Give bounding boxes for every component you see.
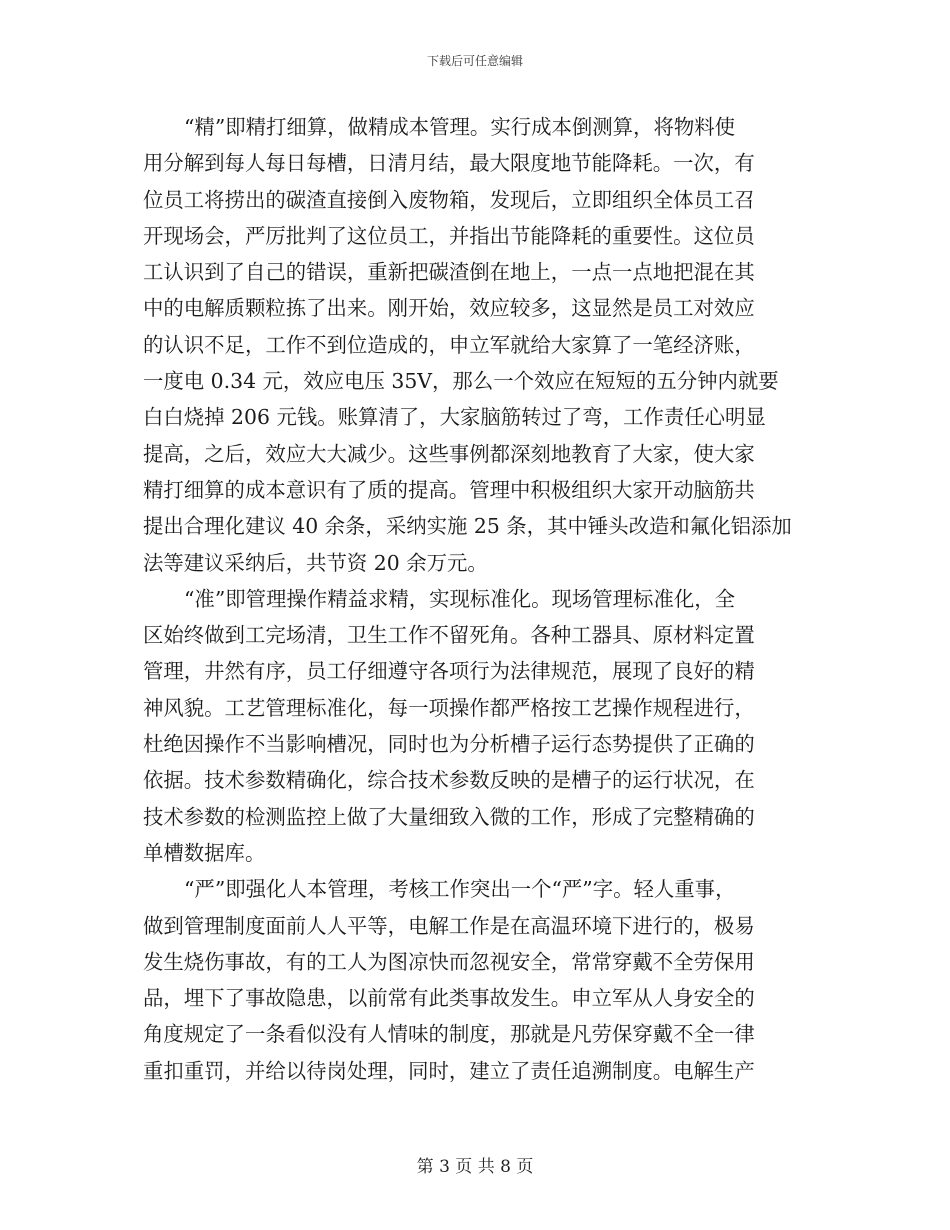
text-line: 依据。技术参数精确化，综合技术参数反映的是槽子的运行状况，在 xyxy=(143,768,755,793)
text-line: 位员工将捞出的碳渣直接倒入废物箱，发现后，立即组织全体员工召 xyxy=(143,187,755,212)
text-line: 杜绝因操作不当影响槽况，同时也为分析槽子运行态势提供了正确的 xyxy=(143,732,755,757)
text-line: 神风貌。工艺管理标准化，每一项操作都严格按工艺操作规程进行， xyxy=(143,695,755,720)
text-line: “准”即管理操作精益求精，实现标准化。现场管理标准化，全 xyxy=(184,586,736,611)
text-line: 法等建议采纳后，共节资 20 余万元。 xyxy=(143,550,488,575)
page-header: 下载后可任意编辑 xyxy=(426,54,523,68)
text-line: 品，埋下了事故隐患，以前常有此类事故发生。申立军从人身安全的 xyxy=(143,986,755,1011)
text-line: 区始终做到工完场清，卫生工作不留死角。各种工器具、原材料定置 xyxy=(143,623,755,648)
text-line: 开现场会，严厉批判了这位员工，并指出节能降耗的重要性。这位员 xyxy=(143,223,755,248)
text-line: “精”即精打细算，做精成本管理。实行成本倒测算，将物料使 xyxy=(184,115,736,139)
text-line: 精打细算的成本意识有了质的提高。管理中积极组织大家开动脑筋共 xyxy=(143,477,755,502)
text-line: 白白烧掉 206 元钱。账算清了，大家脑筋转过了弯，工作责任心明显 xyxy=(143,405,766,430)
document-body xyxy=(143,109,813,1089)
text-line: 技术参数的检测监控上做了大量细致入微的工作，形成了完整精确的 xyxy=(143,804,755,829)
text-line: 用分解到每人每日每槽，日清月结，最大限度地节能降耗。一次，有 xyxy=(143,151,755,176)
text-line: 管理，井然有序，员工仔细遵守各项行为法律规范，展现了良好的精 xyxy=(143,659,755,684)
text-line: 一度电 0.34 元，效应电压 35V，那么一个效应在短短的五分钟内就要 xyxy=(143,369,779,394)
text-line: 角度规定了一条看似没有人情味的制度，那就是凡劳保穿戴不全一律 xyxy=(143,1022,755,1047)
paragraph-yan xyxy=(143,871,813,1089)
paragraph-zhun xyxy=(143,581,813,871)
text-line: 重扣重罚，并给以待岗处理，同时，建立了责任追溯制度。电解生产 xyxy=(143,1058,755,1083)
text-line: 工认识到了自己的错误，重新把碳渣倒在地上，一点一点地把混在其 xyxy=(143,260,755,285)
text-line: 单槽数据库。 xyxy=(143,840,266,865)
text-line: “严”即强化人本管理，考核工作突出一个“严”字。轻人重事， xyxy=(184,877,736,902)
paragraph-jing xyxy=(143,109,813,581)
text-line: 发生烧伤事故，有的工人为图凉快而忽视安全，常常穿戴不全劳保用 xyxy=(143,949,755,974)
text-line: 中的电解质颗粒拣了出来。刚开始，效应较多，这显然是员工对效应 xyxy=(143,296,755,321)
text-line: 的认识不足，工作不到位造成的，申立军就给大家算了一笔经济账， xyxy=(143,332,755,357)
text-line: 做到管理制度面前人人平等，电解工作是在高温环境下进行的，极易 xyxy=(143,913,755,938)
text-line: 提出合理化建议 40 余条，采纳实施 25 条，其中锤头改造和氟化铝添加 xyxy=(143,514,792,539)
page-footer: 第 3 页 共 8 页 xyxy=(416,1157,534,1177)
text-line: 提高，之后，效应大大减少。这些事例都深刻地教育了大家，使大家 xyxy=(143,441,755,466)
